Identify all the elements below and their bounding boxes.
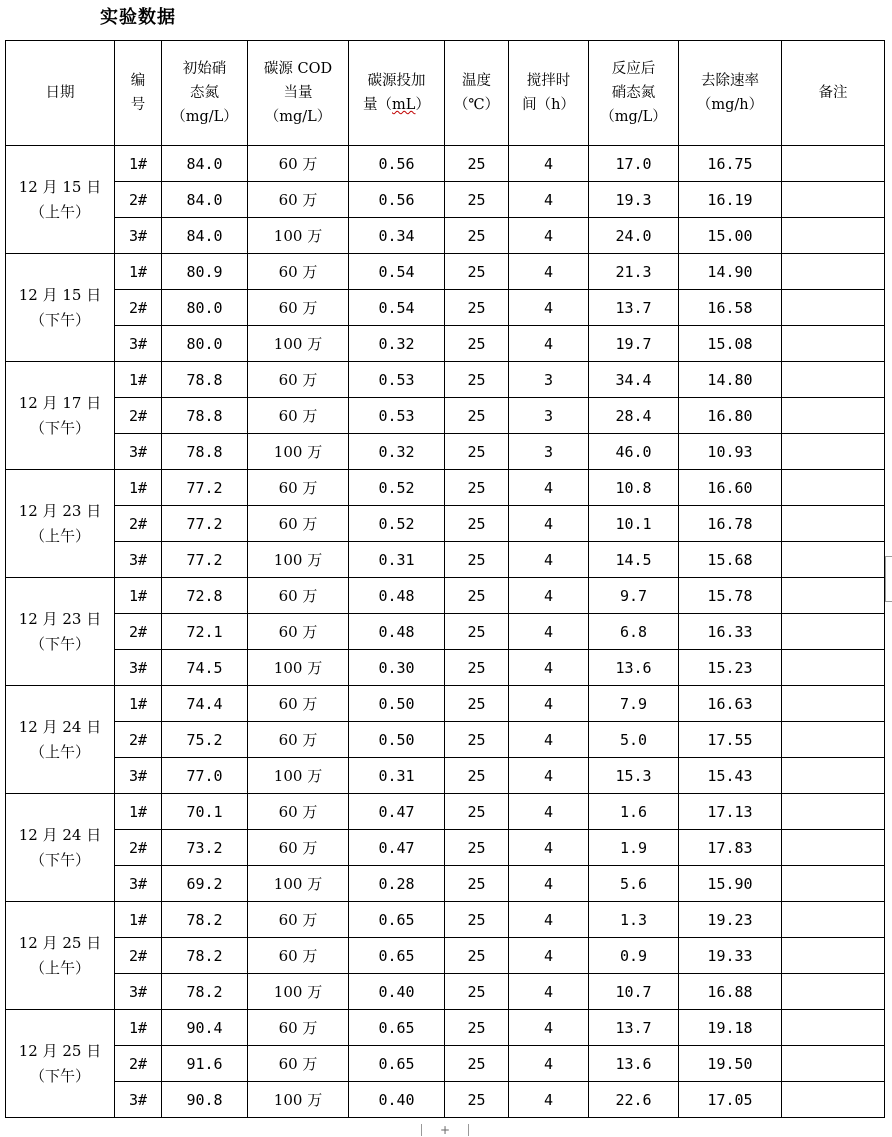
cell-note [782, 1082, 885, 1118]
cell-carbon-dose: 0.31 [349, 758, 445, 794]
cell-initial-nitrate: 77.2 [162, 470, 248, 506]
cell-carbon-dose: 0.32 [349, 434, 445, 470]
cell-stir-time: 4 [509, 506, 589, 542]
cell-temperature: 25 [445, 1046, 509, 1082]
cell-temperature: 25 [445, 578, 509, 614]
cell-carbon-dose: 0.65 [349, 902, 445, 938]
cell-stir-time: 4 [509, 578, 589, 614]
cell-initial-nitrate: 77.0 [162, 758, 248, 794]
cell-temperature: 25 [445, 218, 509, 254]
cell-temperature: 25 [445, 758, 509, 794]
cell-id: 1# [115, 794, 162, 830]
table-row [6, 974, 885, 1010]
cell-cod: 60 万 [248, 254, 349, 290]
cell-note [782, 398, 885, 434]
header-carbon-dose: 碳源投加 量（mL） [349, 41, 445, 146]
cell-initial-nitrate: 73.2 [162, 830, 248, 866]
cell-temperature: 25 [445, 470, 509, 506]
cell-removal-rate: 19.50 [679, 1046, 782, 1082]
cell-removal-rate: 16.78 [679, 506, 782, 542]
cell-removal-rate: 19.23 [679, 902, 782, 938]
cell-id: 2# [115, 1046, 162, 1082]
cell-carbon-dose: 0.56 [349, 182, 445, 218]
cell-id: 3# [115, 758, 162, 794]
cell-cod: 60 万 [248, 1010, 349, 1046]
cell-final-nitrate: 10.7 [589, 974, 679, 1010]
cell-carbon-dose: 0.40 [349, 974, 445, 1010]
cell-removal-rate: 17.55 [679, 722, 782, 758]
table-row [6, 722, 885, 758]
cell-note [782, 686, 885, 722]
cell-carbon-dose: 0.65 [349, 1010, 445, 1046]
table-row [6, 218, 885, 254]
cell-carbon-dose: 0.50 [349, 686, 445, 722]
cell-temperature: 25 [445, 902, 509, 938]
cell-stir-time: 4 [509, 686, 589, 722]
page-title: 实验数据 [100, 7, 176, 28]
cell-cod: 60 万 [248, 398, 349, 434]
cell-stir-time: 4 [509, 326, 589, 362]
table-row [6, 1082, 885, 1118]
cell-initial-nitrate: 72.8 [162, 578, 248, 614]
cell-cod: 100 万 [248, 758, 349, 794]
experiment-data-table [5, 40, 885, 1118]
cell-carbon-dose: 0.50 [349, 722, 445, 758]
cell-carbon-dose: 0.53 [349, 398, 445, 434]
cell-removal-rate: 14.90 [679, 254, 782, 290]
cell-stir-time: 4 [509, 1010, 589, 1046]
cell-id: 2# [115, 722, 162, 758]
cell-temperature: 25 [445, 362, 509, 398]
cell-temperature: 25 [445, 650, 509, 686]
cell-initial-nitrate: 78.8 [162, 362, 248, 398]
cell-cod: 60 万 [248, 902, 349, 938]
cell-initial-nitrate: 69.2 [162, 866, 248, 902]
cell-initial-nitrate: 90.4 [162, 1010, 248, 1046]
cell-final-nitrate: 28.4 [589, 398, 679, 434]
cell-removal-rate: 16.63 [679, 686, 782, 722]
cell-note [782, 326, 885, 362]
cell-removal-rate: 15.43 [679, 758, 782, 794]
cell-initial-nitrate: 90.8 [162, 1082, 248, 1118]
cell-note [782, 938, 885, 974]
cell-initial-nitrate: 80.0 [162, 326, 248, 362]
table-row [6, 434, 885, 470]
cell-date: 12 月 15 日 （上午） [6, 146, 115, 254]
cell-final-nitrate: 13.6 [589, 650, 679, 686]
cell-stir-time: 4 [509, 1046, 589, 1082]
cell-id: 3# [115, 326, 162, 362]
header-stir-time: 搅拌时 间（h） [509, 41, 589, 146]
cell-temperature: 25 [445, 830, 509, 866]
cell-carbon-dose: 0.53 [349, 362, 445, 398]
cell-removal-rate: 15.68 [679, 542, 782, 578]
table-row [6, 1046, 885, 1082]
add-row-handle[interactable]: + [421, 1124, 469, 1136]
cell-id: 2# [115, 182, 162, 218]
scrollbar-marker[interactable] [885, 556, 892, 602]
cell-id: 1# [115, 470, 162, 506]
cell-final-nitrate: 6.8 [589, 614, 679, 650]
cell-initial-nitrate: 80.9 [162, 254, 248, 290]
table-row [6, 758, 885, 794]
cell-final-nitrate: 13.7 [589, 290, 679, 326]
cell-temperature: 25 [445, 1010, 509, 1046]
cell-note [782, 614, 885, 650]
header-id: 编 号 [115, 41, 162, 146]
cell-note [782, 254, 885, 290]
cell-stir-time: 4 [509, 146, 589, 182]
table-row [6, 686, 885, 722]
cell-stir-time: 4 [509, 182, 589, 218]
cell-cod: 100 万 [248, 434, 349, 470]
cell-carbon-dose: 0.65 [349, 938, 445, 974]
cell-stir-time: 4 [509, 974, 589, 1010]
table-row [6, 254, 885, 290]
cell-cod: 60 万 [248, 830, 349, 866]
cell-date: 12 月 25 日 （上午） [6, 902, 115, 1010]
table-row [6, 866, 885, 902]
cell-carbon-dose: 0.56 [349, 146, 445, 182]
cell-final-nitrate: 13.6 [589, 1046, 679, 1082]
cell-note [782, 794, 885, 830]
cell-removal-rate: 16.60 [679, 470, 782, 506]
table-row [6, 938, 885, 974]
cell-temperature: 25 [445, 542, 509, 578]
cell-carbon-dose: 0.48 [349, 614, 445, 650]
cell-final-nitrate: 19.7 [589, 326, 679, 362]
cell-carbon-dose: 0.47 [349, 794, 445, 830]
cell-id: 2# [115, 506, 162, 542]
header-initial-nitrate: 初始硝 态氮 （mg/L） [162, 41, 248, 146]
cell-note [782, 146, 885, 182]
cell-cod: 60 万 [248, 722, 349, 758]
cell-id: 2# [115, 398, 162, 434]
cell-id: 3# [115, 650, 162, 686]
cell-removal-rate: 16.33 [679, 614, 782, 650]
cell-id: 2# [115, 290, 162, 326]
cell-id: 2# [115, 614, 162, 650]
table-row [6, 794, 885, 830]
cell-cod: 60 万 [248, 470, 349, 506]
cell-temperature: 25 [445, 326, 509, 362]
cell-removal-rate: 14.80 [679, 362, 782, 398]
header-date: 日期 [6, 41, 115, 146]
table-row [6, 1010, 885, 1046]
cell-initial-nitrate: 84.0 [162, 182, 248, 218]
cell-cod: 60 万 [248, 146, 349, 182]
cell-carbon-dose: 0.30 [349, 650, 445, 686]
cell-note [782, 974, 885, 1010]
cell-cod: 100 万 [248, 218, 349, 254]
cell-id: 3# [115, 974, 162, 1010]
table-body [6, 146, 885, 1118]
cell-stir-time: 4 [509, 830, 589, 866]
cell-stir-time: 3 [509, 398, 589, 434]
cell-removal-rate: 19.18 [679, 1010, 782, 1046]
cell-final-nitrate: 1.3 [589, 902, 679, 938]
cell-temperature: 25 [445, 290, 509, 326]
cell-temperature: 25 [445, 254, 509, 290]
cell-id: 3# [115, 866, 162, 902]
table-row [6, 470, 885, 506]
cell-final-nitrate: 7.9 [589, 686, 679, 722]
cell-cod: 60 万 [248, 182, 349, 218]
cell-final-nitrate: 21.3 [589, 254, 679, 290]
cell-temperature: 25 [445, 722, 509, 758]
table-row [6, 506, 885, 542]
cell-initial-nitrate: 91.6 [162, 1046, 248, 1082]
cell-note [782, 722, 885, 758]
cell-final-nitrate: 15.3 [589, 758, 679, 794]
cell-stir-time: 4 [509, 866, 589, 902]
cell-carbon-dose: 0.31 [349, 542, 445, 578]
cell-note [782, 830, 885, 866]
cell-note [782, 506, 885, 542]
cell-date: 12 月 15 日 （下午） [6, 254, 115, 362]
cell-cod: 100 万 [248, 866, 349, 902]
cell-temperature: 25 [445, 506, 509, 542]
cell-removal-rate: 17.05 [679, 1082, 782, 1118]
cell-final-nitrate: 19.3 [589, 182, 679, 218]
cell-id: 1# [115, 146, 162, 182]
cell-id: 1# [115, 578, 162, 614]
cell-initial-nitrate: 84.0 [162, 146, 248, 182]
cell-stir-time: 3 [509, 434, 589, 470]
cell-id: 1# [115, 1010, 162, 1046]
header-note: 备注 [782, 41, 885, 146]
cell-final-nitrate: 24.0 [589, 218, 679, 254]
cell-removal-rate: 16.80 [679, 398, 782, 434]
cell-note [782, 362, 885, 398]
cell-cod: 60 万 [248, 1046, 349, 1082]
cell-initial-nitrate: 78.8 [162, 398, 248, 434]
table-row [6, 650, 885, 686]
header-final-nitrate: 反应后 硝态氮 （mg/L） [589, 41, 679, 146]
cell-temperature: 25 [445, 398, 509, 434]
cell-initial-nitrate: 78.2 [162, 938, 248, 974]
cell-final-nitrate: 22.6 [589, 1082, 679, 1118]
cell-carbon-dose: 0.28 [349, 866, 445, 902]
cell-cod: 60 万 [248, 362, 349, 398]
header-carbon-dose-unit: 量（mL） [363, 97, 430, 113]
cell-note [782, 1010, 885, 1046]
cell-initial-nitrate: 70.1 [162, 794, 248, 830]
table-row [6, 182, 885, 218]
cell-initial-nitrate: 74.4 [162, 686, 248, 722]
cell-removal-rate: 16.75 [679, 146, 782, 182]
cell-note [782, 470, 885, 506]
cell-final-nitrate: 10.1 [589, 506, 679, 542]
cell-final-nitrate: 10.8 [589, 470, 679, 506]
cell-temperature: 25 [445, 146, 509, 182]
table-row [6, 902, 885, 938]
table-row [6, 146, 885, 182]
cell-carbon-dose: 0.52 [349, 506, 445, 542]
cell-stir-time: 4 [509, 254, 589, 290]
cell-note [782, 182, 885, 218]
table-row [6, 398, 885, 434]
table-row [6, 830, 885, 866]
cell-initial-nitrate: 77.2 [162, 542, 248, 578]
cell-removal-rate: 15.00 [679, 218, 782, 254]
cell-removal-rate: 17.83 [679, 830, 782, 866]
cell-temperature: 25 [445, 866, 509, 902]
cell-final-nitrate: 34.4 [589, 362, 679, 398]
cell-cod: 100 万 [248, 326, 349, 362]
cell-temperature: 25 [445, 974, 509, 1010]
cell-date: 12 月 23 日 （下午） [6, 578, 115, 686]
cell-stir-time: 4 [509, 902, 589, 938]
cell-stir-time: 3 [509, 362, 589, 398]
table-row [6, 578, 885, 614]
cell-cod: 60 万 [248, 290, 349, 326]
cell-temperature: 25 [445, 614, 509, 650]
cell-temperature: 25 [445, 794, 509, 830]
cell-stir-time: 4 [509, 290, 589, 326]
header-temperature: 温度 （℃） [445, 41, 509, 146]
table-row [6, 362, 885, 398]
cell-removal-rate: 16.19 [679, 182, 782, 218]
cell-cod: 60 万 [248, 686, 349, 722]
cell-stir-time: 4 [509, 542, 589, 578]
cell-removal-rate: 10.93 [679, 434, 782, 470]
cell-cod: 60 万 [248, 614, 349, 650]
cell-carbon-dose: 0.65 [349, 1046, 445, 1082]
header-cod: 碳源 COD 当量 （mg/L） [248, 41, 349, 146]
cell-removal-rate: 15.08 [679, 326, 782, 362]
cell-cod: 100 万 [248, 1082, 349, 1118]
cell-note [782, 902, 885, 938]
cell-note [782, 578, 885, 614]
cell-stir-time: 4 [509, 938, 589, 974]
cell-final-nitrate: 17.0 [589, 146, 679, 182]
cell-carbon-dose: 0.34 [349, 218, 445, 254]
cell-note [782, 218, 885, 254]
cell-final-nitrate: 5.6 [589, 866, 679, 902]
header-removal-rate: 去除速率 （mg/h） [679, 41, 782, 146]
cell-id: 1# [115, 362, 162, 398]
cell-cod: 100 万 [248, 974, 349, 1010]
cell-date: 12 月 24 日 （上午） [6, 686, 115, 794]
cell-final-nitrate: 1.9 [589, 830, 679, 866]
cell-carbon-dose: 0.54 [349, 254, 445, 290]
cell-stir-time: 4 [509, 650, 589, 686]
cell-temperature: 25 [445, 686, 509, 722]
table-row [6, 326, 885, 362]
cell-initial-nitrate: 84.0 [162, 218, 248, 254]
cell-note [782, 650, 885, 686]
cell-temperature: 25 [445, 182, 509, 218]
cell-temperature: 25 [445, 434, 509, 470]
cell-id: 3# [115, 542, 162, 578]
cell-initial-nitrate: 78.8 [162, 434, 248, 470]
cell-temperature: 25 [445, 1082, 509, 1118]
cell-note [782, 434, 885, 470]
cell-note [782, 758, 885, 794]
cell-date: 12 月 23 日 （上午） [6, 470, 115, 578]
table-row [6, 290, 885, 326]
cell-initial-nitrate: 75.2 [162, 722, 248, 758]
table-row [6, 614, 885, 650]
cell-initial-nitrate: 80.0 [162, 290, 248, 326]
cell-stir-time: 4 [509, 614, 589, 650]
cell-carbon-dose: 0.48 [349, 578, 445, 614]
cell-id: 2# [115, 830, 162, 866]
cell-note [782, 866, 885, 902]
cell-stir-time: 4 [509, 1082, 589, 1118]
cell-note [782, 290, 885, 326]
cell-removal-rate: 16.88 [679, 974, 782, 1010]
cell-stir-time: 4 [509, 470, 589, 506]
cell-removal-rate: 15.90 [679, 866, 782, 902]
cell-removal-rate: 17.13 [679, 794, 782, 830]
cell-stir-time: 4 [509, 218, 589, 254]
cell-removal-rate: 15.23 [679, 650, 782, 686]
header-row [6, 41, 885, 146]
table-row [6, 542, 885, 578]
cell-final-nitrate: 14.5 [589, 542, 679, 578]
cell-id: 1# [115, 902, 162, 938]
cell-initial-nitrate: 78.2 [162, 902, 248, 938]
cell-id: 3# [115, 434, 162, 470]
cell-id: 3# [115, 1082, 162, 1118]
cell-cod: 100 万 [248, 542, 349, 578]
cell-initial-nitrate: 74.5 [162, 650, 248, 686]
cell-id: 1# [115, 254, 162, 290]
cell-temperature: 25 [445, 938, 509, 974]
cell-removal-rate: 16.58 [679, 290, 782, 326]
cell-id: 2# [115, 938, 162, 974]
cell-removal-rate: 15.78 [679, 578, 782, 614]
cell-carbon-dose: 0.47 [349, 830, 445, 866]
cell-cod: 60 万 [248, 578, 349, 614]
cell-carbon-dose: 0.32 [349, 326, 445, 362]
cell-id: 3# [115, 218, 162, 254]
cell-note [782, 542, 885, 578]
cell-cod: 60 万 [248, 938, 349, 974]
cell-final-nitrate: 13.7 [589, 1010, 679, 1046]
cell-final-nitrate: 9.7 [589, 578, 679, 614]
cell-cod: 60 万 [248, 506, 349, 542]
cell-date: 12 月 25 日 （下午） [6, 1010, 115, 1118]
cell-stir-time: 4 [509, 794, 589, 830]
cell-initial-nitrate: 72.1 [162, 614, 248, 650]
cell-final-nitrate: 5.0 [589, 722, 679, 758]
cell-date: 12 月 17 日 （下午） [6, 362, 115, 470]
cell-id: 1# [115, 686, 162, 722]
cell-final-nitrate: 46.0 [589, 434, 679, 470]
cell-final-nitrate: 1.6 [589, 794, 679, 830]
cell-removal-rate: 19.33 [679, 938, 782, 974]
cell-carbon-dose: 0.54 [349, 290, 445, 326]
cell-initial-nitrate: 78.2 [162, 974, 248, 1010]
cell-note [782, 1046, 885, 1082]
cell-date: 12 月 24 日 （下午） [6, 794, 115, 902]
cell-stir-time: 4 [509, 722, 589, 758]
cell-final-nitrate: 0.9 [589, 938, 679, 974]
cell-cod: 100 万 [248, 650, 349, 686]
cell-carbon-dose: 0.40 [349, 1082, 445, 1118]
cell-initial-nitrate: 77.2 [162, 506, 248, 542]
cell-stir-time: 4 [509, 758, 589, 794]
cell-carbon-dose: 0.52 [349, 470, 445, 506]
cell-cod: 60 万 [248, 794, 349, 830]
